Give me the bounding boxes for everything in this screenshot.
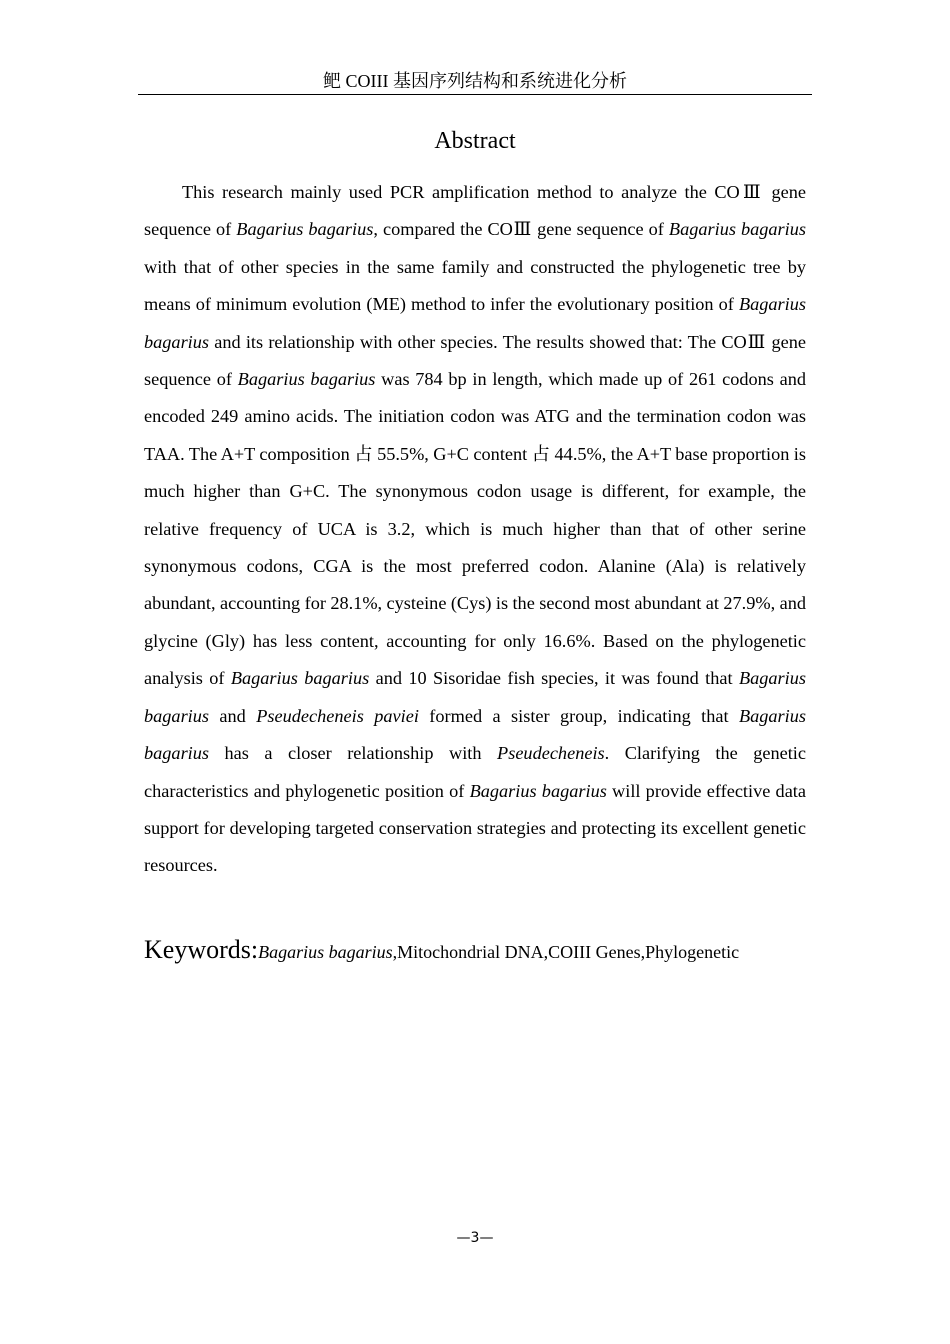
abstract-species-name: Bagarius bagarius [469,780,607,801]
keywords-line [144,932,806,970]
abstract-segment: with that of other species in the same family and constructed the phylogenetic tree by means of minimum evolution (ME) method to infer the evolutionary position of [144,256,806,315]
abstract-species-name: Bagarius bagarius [144,294,806,352]
header-rule [138,94,812,95]
page-number: —3— [456,1230,494,1246]
abstract-segment: and [209,705,257,726]
abstract-species-name: Pseudecheneis [497,743,605,764]
keywords-list: ,Mitochondrial DNA,COIII Genes,Phylogenetic [392,942,740,962]
abstract-segment: and its relationship with other species. The results showed that: The COⅢ gene sequence of [144,331,806,390]
keyword-species: Bagarius bagarius [258,942,393,962]
abstract-title: Abstract [434,128,516,154]
abstract-segment: has a closer relationship with [209,743,498,764]
abstract-segment: , compared the COⅢ gene sequence of [373,219,669,240]
abstract-species-name: Bagarius bagarius [144,668,806,726]
abstract-species-name: Bagarius bagarius [144,705,806,764]
abstract-segment: was 784 bp in length, which made up of 261 codons and encoded 249 amino acids. The initiation codon was ATG and the termination codon was TAA. The A+T composition 占 55.5%, G+C content 占 44.5%, the A+T base proportion is much higher than G+C. The synonymous codon usage is different, for example, the relative frequency of UCA is 3.2, which is much higher than that of other serine synonymous codons, CGA is the most preferred codon. Alanine (Ala) is relatively abundant, accounting for 28.1%, cysteine (Cys) is the second most abundant at 27.9%, and glycine (Gly) has less content, accounting for only 16.6%. Based on the phylogenetic analysis of [144,369,806,689]
abstract-segment: formed a sister group, indicating that [418,705,739,726]
abstract-segment: and 10 Sisoridae fish species, it was found that [369,668,739,689]
abstract-segment: This research mainly used PCR amplification method to analyze the COⅢ gene sequence of [144,182,806,240]
abstract-species-name: Bagarius bagarius [668,219,806,240]
keywords-label: Keywords: [144,935,259,964]
running-header: 鲃 COIII 基因序列结构和系统进化分析 [323,71,627,91]
abstract-segment: will provide effective data support for developing targeted conservation strategies and protecting its excellent genetic resources. [144,780,806,876]
abstract-body [144,174,806,885]
abstract-species-name: Bagarius bagarius [236,219,374,240]
abstract-species-name: Pseudecheneis paviei [256,705,419,726]
abstract-species-name: Bagarius bagarius [230,668,370,689]
abstract-species-name: Bagarius bagarius [237,369,376,390]
abstract-segment: . Clarifying the genetic characteristics and phylogenetic position of [144,743,806,801]
